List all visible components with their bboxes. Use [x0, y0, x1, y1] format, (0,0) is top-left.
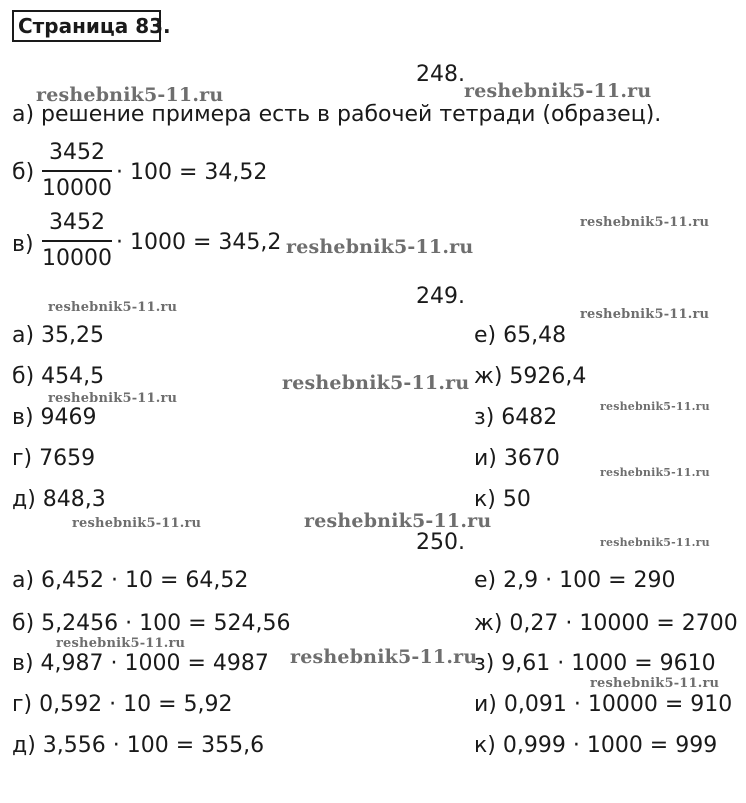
exercise-248-v-prefix: в) [12, 232, 34, 257]
fraction-bar [42, 240, 112, 242]
exercise-250-item: к) 0,999 · 1000 = 999 [474, 733, 718, 758]
exercise-248-v-rest: · 1000 = 345,2 [116, 230, 282, 255]
exercise-250-item: б) 5,2456 · 100 = 524,56 [12, 611, 291, 636]
exercise-250-item: з) 9,61 · 1000 = 9610 [474, 651, 716, 676]
exercise-249-number: 249. [416, 284, 465, 309]
exercise-250-item: г) 0,592 · 10 = 5,92 [12, 692, 233, 717]
exercise-249-item: ж) 5926,4 [474, 364, 587, 389]
exercise-249-item: в) 9469 [12, 405, 97, 430]
watermark: reshebnik5-11.ru [590, 676, 720, 691]
exercise-250-item: а) 6,452 · 10 = 64,52 [12, 568, 249, 593]
exercise-249-item: а) 35,25 [12, 323, 105, 348]
watermark: reshebnik5-11.ru [304, 510, 492, 532]
exercise-249-item: д) 848,3 [12, 487, 106, 512]
watermark: reshebnik5-11.ru [580, 215, 710, 230]
exercise-249-item: з) 6482 [474, 405, 558, 430]
exercise-248-number: 248. [416, 62, 465, 87]
watermark: reshebnik5-11.ru [286, 236, 474, 258]
exercise-250-item: е) 2,9 · 100 = 290 [474, 568, 676, 593]
watermark: reshebnik5-11.ru [72, 516, 202, 531]
exercise-250-number: 250. [416, 530, 465, 555]
page-title: Страница 83. [18, 14, 171, 38]
watermark: reshebnik5-11.ru [48, 300, 178, 315]
watermark: reshebnik5-11.ru [600, 400, 710, 413]
watermark: reshebnik5-11.ru [580, 307, 710, 322]
watermark: reshebnik5-11.ru [56, 636, 186, 651]
exercise-250-item: ж) 0,27 · 10000 = 2700 [474, 611, 738, 636]
watermark: reshebnik5-11.ru [36, 84, 224, 106]
exercise-250-item: в) 4,987 · 1000 = 4987 [12, 651, 269, 676]
fraction-numerator: 3452 [49, 140, 105, 165]
exercise-250-item: д) 3,556 · 100 = 355,6 [12, 733, 265, 758]
exercise-249-item: к) 50 [474, 487, 531, 512]
watermark: reshebnik5-11.ru [290, 646, 478, 668]
fraction-numerator: 3452 [49, 210, 105, 235]
watermark: reshebnik5-11.ru [282, 372, 470, 394]
watermark: reshebnik5-11.ru [48, 391, 178, 406]
fraction-denominator: 10000 [42, 175, 112, 201]
exercise-249-item: и) 3670 [474, 446, 560, 471]
exercise-249-item: б) 454,5 [12, 364, 105, 389]
fraction-denominator: 10000 [42, 245, 112, 271]
exercise-249-item: г) 7659 [12, 446, 96, 471]
exercise-248-b-fraction [42, 140, 112, 202]
watermark: reshebnik5-11.ru [464, 80, 652, 102]
exercise-248-v-fraction [42, 210, 112, 272]
exercise-248-b-rest: · 100 = 34,52 [116, 160, 268, 185]
exercise-249-item: е) 65,48 [474, 323, 567, 348]
watermark: reshebnik5-11.ru [600, 536, 710, 549]
exercise-248-a: а) решение примера есть в рабочей тетради (образец). [12, 102, 662, 127]
fraction-bar [42, 170, 112, 172]
exercise-248-b-prefix: б) [12, 160, 35, 185]
exercise-250-item: и) 0,091 · 10000 = 910 [474, 692, 733, 717]
watermark: reshebnik5-11.ru [600, 466, 710, 479]
